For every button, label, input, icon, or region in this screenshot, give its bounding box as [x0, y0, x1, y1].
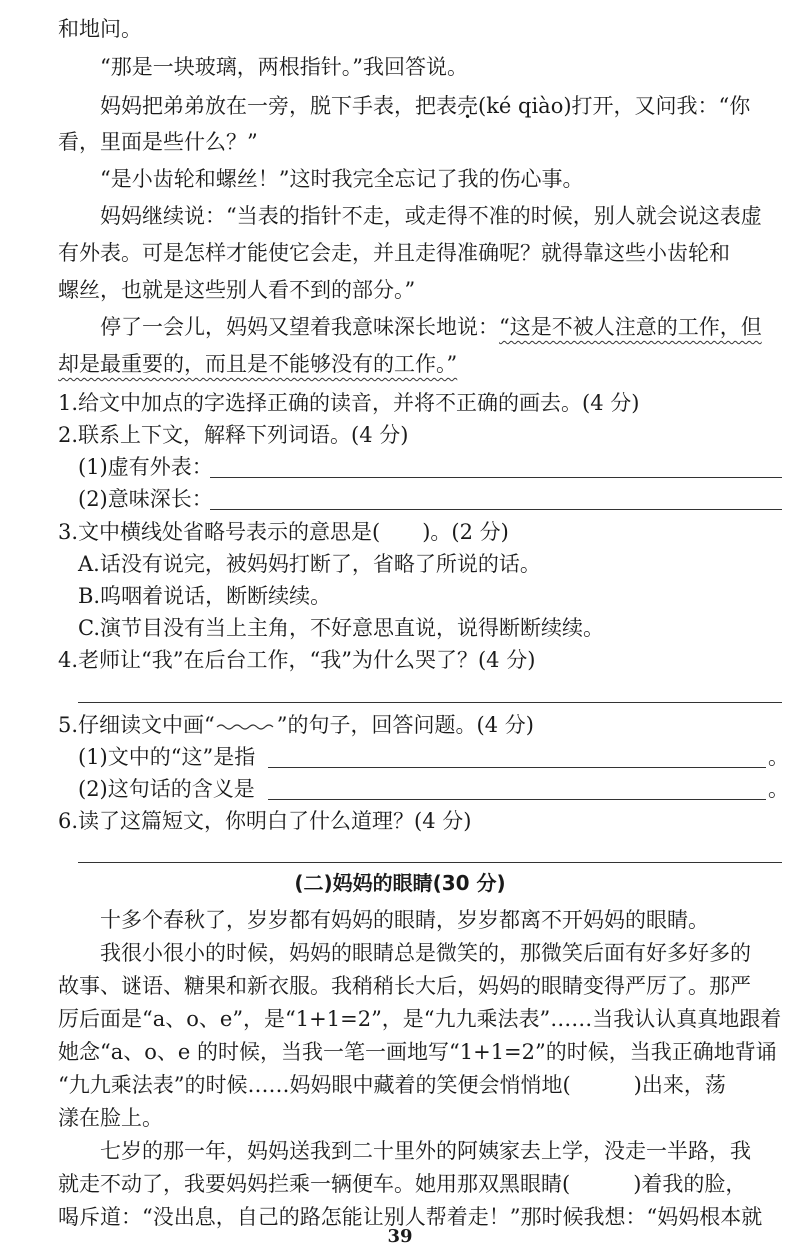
- passage-text: (ké qiào)打开，又问我：“你: [478, 94, 751, 118]
- passage-line: 她念“a、o、e 的时候，当我一笔一画地写“1+1=2”的时候，当我正确地背诵: [58, 1040, 777, 1064]
- passage-line: 妈妈继续说：“当表的指针不走，或走得不准的时候，别人就会说这表虚: [100, 204, 762, 228]
- question-3-option-a[interactable]: A.话没有说完，被妈妈打断了，省略了所说的话。: [78, 552, 541, 576]
- passage-line: 有外表。可是怎样才能使它会走，并且走得准确呢？就得靠这些小齿轮和: [58, 241, 730, 265]
- answer-line[interactable]: [78, 702, 782, 703]
- question-3-option-b[interactable]: B.呜咽着说话，断断续续。: [78, 584, 332, 608]
- question-3: 3.文中横线处省略号表示的意思是( )。(2 分): [58, 520, 509, 544]
- passage-line: 看，里面是些什么？”: [58, 130, 258, 154]
- passage-line: 漾在脸上。: [58, 1106, 163, 1130]
- question-1: 1.给文中加点的字选择正确的读音，并将不正确的画去。(4 分): [58, 391, 640, 415]
- passage-line: 就走不动了，我要妈妈拦乘一辆便车。她用那双黑眼睛( )着我的脸，: [58, 1172, 747, 1196]
- wavy-underlined-sentence: 却是最重要的，而且是不能够没有的工作。”: [58, 352, 458, 376]
- passage-line: 喝斥道：“没出息，自己的路怎能让别人帮着走！”那时候我想：“妈妈根本就: [58, 1205, 763, 1229]
- passage-line: 我很小很小的时候，妈妈的眼睛总是微笑的，那微笑后面有好多好多的: [100, 941, 751, 965]
- passage-text: 妈妈把弟弟放在一旁，脱下手表，把表: [100, 94, 457, 118]
- question-5-item-1: (1)文中的“这”是指: [78, 745, 256, 769]
- wavy-line-icon: [215, 722, 277, 732]
- question-2-item-2: (2)意味深长：: [78, 487, 213, 511]
- question-2: 2.联系上下文，解释下列词语。(4 分): [58, 423, 409, 447]
- passage-line: [100, 91, 750, 121]
- period-mark: 。: [768, 777, 789, 801]
- answer-line[interactable]: [210, 509, 782, 510]
- section-title: (二)妈妈的眼睛(30 分): [294, 871, 506, 895]
- answer-line[interactable]: [268, 799, 766, 800]
- passage-line: 厉后面是“a、o、e”，是“1+1=2”，是“九九乘法表”……当我认认真真地跟着: [58, 1007, 782, 1031]
- passage-line: “那是一块玻璃，两根指针。”我回答说。: [100, 55, 468, 79]
- question-5-text: 5.仔细读文中画“: [58, 713, 215, 737]
- period-mark: 。: [768, 745, 789, 769]
- question-5: [58, 710, 534, 740]
- answer-line[interactable]: [78, 862, 782, 863]
- question-6: 6.读了这篇短文，你明白了什么道理？(4 分): [58, 809, 472, 833]
- answer-line[interactable]: [268, 767, 766, 768]
- question-5-item-2: (2)这句话的含义是: [78, 777, 255, 801]
- passage-line: “九九乘法表”的时候……妈妈眼中藏着的笑便会悄悄地( )出来，荡: [58, 1073, 726, 1097]
- dotted-character: 壳: [457, 94, 478, 118]
- page-number: 39: [387, 1226, 413, 1247]
- question-4: 4.老师让“我”在后台工作，“我”为什么哭了？(4 分): [58, 648, 536, 672]
- passage-line: 和地问。: [58, 17, 142, 41]
- question-3-option-c[interactable]: C.演节目没有当上主角，不好意思直说，说得断断续续。: [78, 616, 604, 640]
- passage-line: “是小齿轮和螺丝！”这时我完全忘记了我的伤心事。: [100, 167, 584, 191]
- answer-line[interactable]: [210, 477, 782, 478]
- passage-line: [58, 349, 457, 379]
- passage-text: 停了一会儿，妈妈又望着我意味深长地说：: [100, 315, 499, 339]
- question-2-item-1: (1)虚有外表：: [78, 455, 213, 479]
- passage-line: 故事、谜语、糖果和新衣服。我稍稍长大后，妈妈的眼睛变得严厉了。那严: [58, 974, 751, 998]
- question-5-text: ”的句子，回答问题。(4 分): [276, 713, 534, 737]
- passage-line: 螺丝，也就是这些别人看不到的部分。”: [58, 278, 416, 302]
- passage-line: 十多个春秋了，岁岁都有妈妈的眼睛，岁岁都离不开妈妈的眼睛。: [100, 908, 709, 932]
- wavy-underlined-sentence: “这是不被人注意的工作，但: [499, 315, 762, 339]
- passage-line: 七岁的那一年，妈妈送我到二十里外的阿姨家去上学，没走一半路，我: [100, 1139, 751, 1163]
- passage-line: [100, 312, 762, 342]
